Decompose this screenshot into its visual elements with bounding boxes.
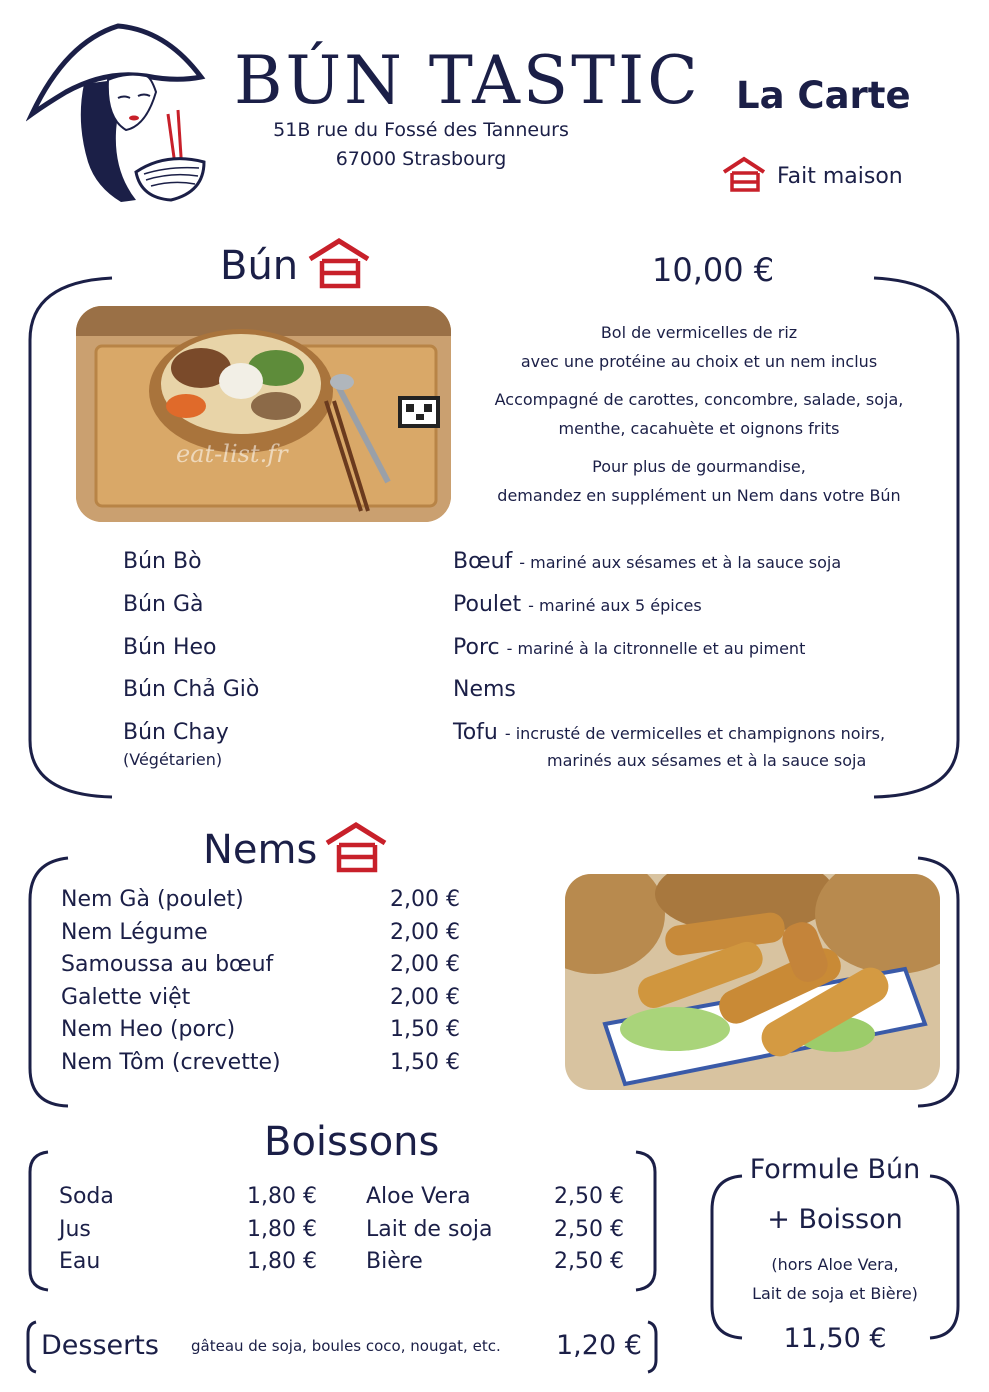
address-line-1: 51B rue du Fossé des Tanneurs (273, 119, 569, 141)
drink-price: 2,50 € (554, 1249, 624, 1274)
desserts-title: Desserts (41, 1330, 159, 1361)
nem-price: 2,00 € (390, 887, 460, 912)
desc-line: Accompagné de carottes, concombre, salade, soja, (494, 390, 904, 409)
photo-watermark: eat-list.fr (176, 440, 288, 468)
nem-name: Nem Légume (61, 919, 208, 945)
drink-name: Jus (59, 1216, 91, 1242)
bun-item-name: Bún Heo (123, 635, 217, 660)
nem-name: Galette việt (61, 984, 191, 1010)
desc-line: Bol de vermicelles de riz (600, 323, 798, 342)
desserts-price: 1,20 € (556, 1330, 642, 1361)
protein-detail: - mariné aux sésames et à la sauce soja (519, 553, 842, 572)
nem-price: 2,00 € (390, 984, 460, 1010)
protein-name: Tofu (453, 720, 498, 745)
drink-price: 1,80 € (247, 1249, 317, 1274)
nem-name: Nem Heo (porc) (61, 1017, 236, 1042)
drink-price: 2,50 € (554, 1184, 624, 1209)
drink-name: Soda (59, 1184, 114, 1209)
bun-item-name: Bún Chay (123, 720, 229, 745)
nem-name: Samoussa au bœuf (61, 952, 274, 977)
protein-name: Porc (453, 635, 500, 660)
nem-name: Nem Gà (poulet) (61, 887, 244, 912)
bun-title: Bún (220, 243, 299, 289)
protein-detail: - mariné à la citronnelle et au piment (506, 639, 806, 658)
nem-price: 1,50 € (390, 1017, 460, 1042)
protein-detail-2: marinés aux sésames et à la sauce soja (547, 751, 867, 770)
drink-name: Bière (366, 1249, 423, 1274)
nem-price: 2,00 € (390, 919, 460, 945)
protein-name: Nems (453, 677, 516, 702)
nem-name: Nem Tôm (crevette) (61, 1049, 281, 1075)
drink-price: 2,50 € (554, 1216, 624, 1242)
nems-title: Nems (203, 827, 318, 873)
drink-price: 1,80 € (247, 1216, 317, 1242)
formule-note-1: (hors Aloe Vera, (771, 1255, 899, 1274)
drink-name: Eau (59, 1249, 101, 1274)
formule-note-2: Lait de soja et Bière) (752, 1284, 918, 1303)
protein-detail: - mariné aux 5 épices (528, 596, 702, 615)
boissons-title: Boissons (264, 1119, 440, 1165)
desc-line: Pour plus de gourmandise, (592, 457, 806, 476)
address-line-2: 67000 Strasbourg (335, 148, 507, 170)
protein-name: Poulet (453, 592, 522, 617)
desserts-items: gâteau de soja, boules coco, nougat, etc. (191, 1337, 501, 1355)
formule-title-2: + Boisson (767, 1204, 903, 1235)
nem-price: 1,50 € (390, 1049, 460, 1075)
bun-item-name: Bún Bò (123, 549, 202, 574)
desc-line: menthe, cacahuète et oignons frits (558, 419, 840, 438)
bun-item-name: Bún Gà (123, 592, 204, 617)
formule-title-1: Formule Bún (749, 1154, 921, 1185)
protein-detail: - incrusté de vermicelles et champignons noirs, (504, 724, 886, 743)
nem-price: 2,00 € (390, 952, 460, 977)
drink-name: Lait de soja (366, 1216, 493, 1242)
desc-line: avec une protéine au choix et un nem inclus (520, 352, 878, 371)
bun-item-name: Bún Chả Giò (123, 677, 260, 702)
homemade-label: Fait maison (777, 164, 903, 189)
drink-name: Aloe Vera (366, 1184, 471, 1209)
drink-price: 1,80 € (247, 1184, 317, 1209)
formule-price: 11,50 € (783, 1323, 887, 1354)
desc-line: demandez en supplément un Nem dans votre Bún (497, 486, 901, 505)
bun-item-sub: (Végétarien) (123, 750, 223, 769)
bun-price: 10,00 € (652, 251, 775, 289)
menu-title: La Carte (736, 74, 911, 117)
protein-name: Bœuf (453, 549, 513, 574)
brand-name: BÚN TASTIC (234, 42, 701, 119)
